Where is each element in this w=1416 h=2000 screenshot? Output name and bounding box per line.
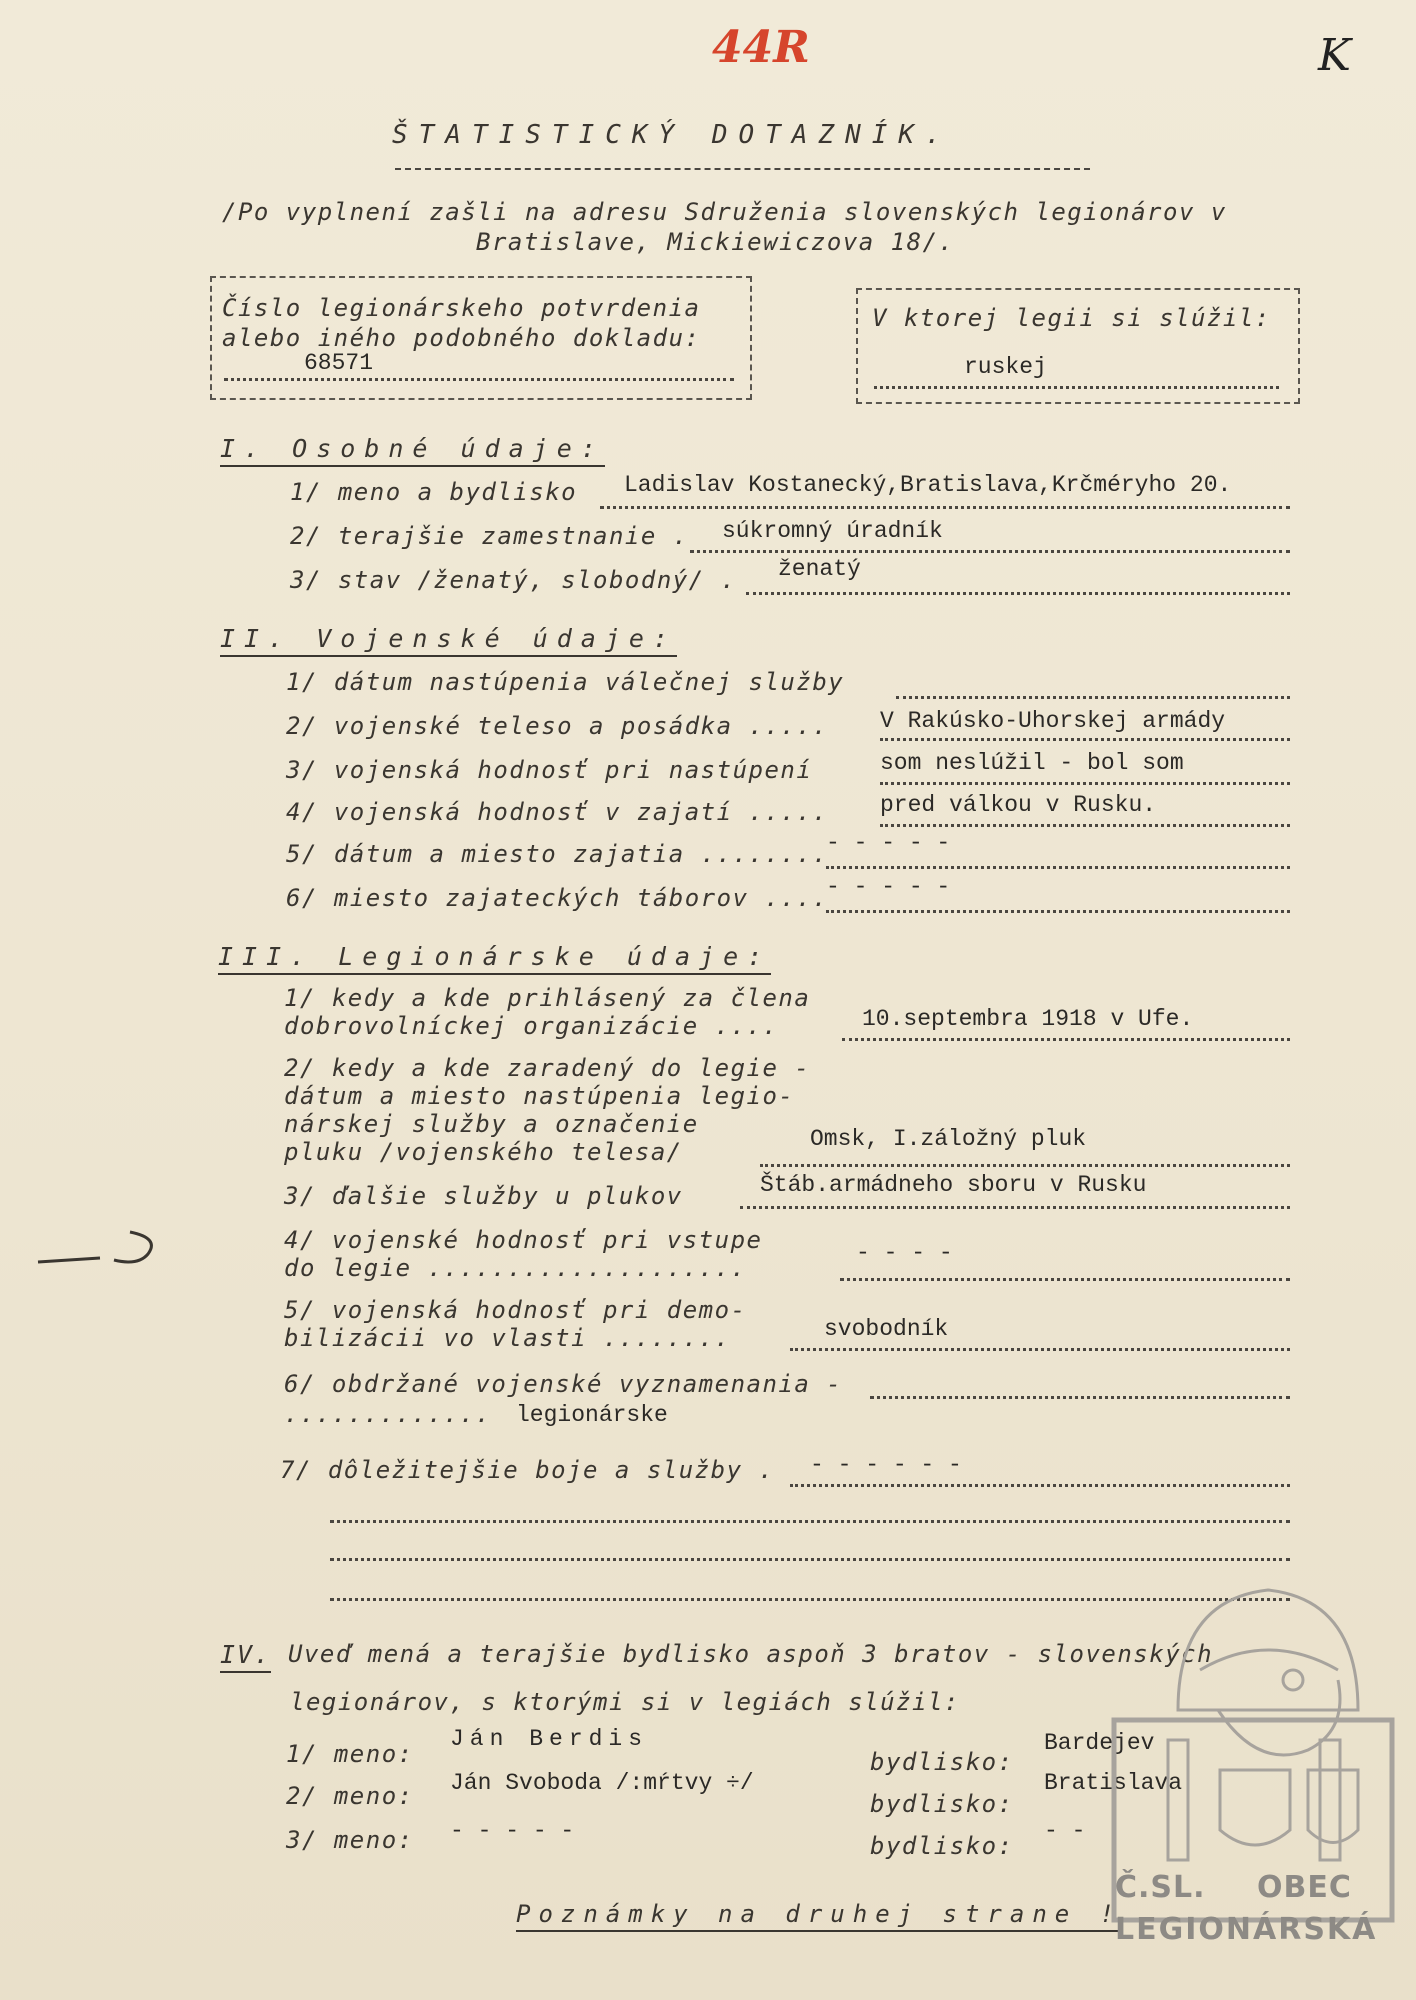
title-underline bbox=[395, 168, 1090, 170]
s2-item-5-label: 5/ dátum a miesto zajatia ........ bbox=[286, 840, 829, 868]
s2-item-1-dots bbox=[896, 696, 1290, 699]
page-title: ŠTATISTICKÝ DOTAZNÍK. bbox=[392, 120, 952, 150]
certificate-dotted-line bbox=[224, 378, 734, 381]
s3-item-2-value: Omsk, I.záložný pluk bbox=[810, 1126, 1087, 1152]
s3-item-1-dots bbox=[842, 1038, 1290, 1041]
s2-item-6-label: 6/ miesto zajateckých táborov .... bbox=[286, 884, 829, 912]
instruction-line-2: Bratislave, Mickiewiczova 18/. bbox=[476, 228, 955, 256]
s2-item-3-dots bbox=[880, 782, 1290, 785]
stamp-text-1b: OBEC bbox=[1257, 1870, 1352, 1905]
legion-value: ruskej bbox=[964, 354, 1047, 380]
stamp-text-2: LEGIONÁRSKÁ bbox=[1115, 1912, 1378, 1947]
s3-item-4-value: - - - - bbox=[856, 1240, 953, 1266]
s4-row-2-address: Bratislava bbox=[1044, 1770, 1183, 1796]
s3-item-7-line-1: 7/ dôležitejšie boje a služby . bbox=[280, 1456, 775, 1484]
s3-item-2-line-2: dátum a miesto nastúpenia legio- bbox=[284, 1082, 795, 1110]
section-4-heading: IV. bbox=[220, 1640, 271, 1673]
s4-row-3-name: - - - - - bbox=[450, 1818, 575, 1844]
certificate-number-value: 68571 bbox=[304, 350, 374, 376]
section-3-heading: III. Legionárske údaje: bbox=[218, 942, 771, 975]
s1-item-1-label: 1/ meno a bydlisko bbox=[290, 478, 578, 506]
s1-item-3-label: 3/ stav /ženatý, slobodný/ . bbox=[290, 566, 737, 594]
section-2-heading: II. Vojenské údaje: bbox=[220, 624, 677, 657]
s4-row-1-name: Ján Berdis bbox=[450, 1726, 649, 1752]
s3-item-1-value: 10.septembra 1918 v Ufe. bbox=[862, 1006, 1194, 1032]
s2-item-2-dots bbox=[880, 738, 1290, 741]
s1-item-3-value: ženatý bbox=[778, 556, 861, 582]
s4-row-1-address: Bardejev bbox=[1044, 1730, 1155, 1756]
s2-item-5-value: - - - - - bbox=[826, 830, 951, 856]
s3-item-1-line-2: dobrovolníckej organizácie .... bbox=[284, 1012, 779, 1040]
s1-item-2-dots bbox=[690, 550, 1290, 553]
certificate-label-2: alebo iného podobného dokladu: bbox=[222, 324, 701, 352]
s2-item-4-dots bbox=[880, 824, 1290, 827]
s3-item-6-line-1: 6/ obdržané vojenské vyznamenania - bbox=[284, 1370, 843, 1398]
s2-item-5-dots bbox=[826, 866, 1290, 869]
s3-item-5-dots bbox=[790, 1348, 1290, 1351]
instruction-line-1: /Po vyplnení zašli na adresu Sdruženia slovenských legionárov v bbox=[222, 198, 1227, 226]
s3-item-6-value: legionárske bbox=[516, 1402, 668, 1428]
s1-item-1-dots bbox=[600, 506, 1290, 509]
s1-item-1-value: Ladislav Kostanecký,Bratislava,Krčméryho 20. bbox=[624, 472, 1232, 498]
s3-item-3-line-1: 3/ ďalšie služby u plukov bbox=[284, 1182, 683, 1210]
s2-item-2-value: V Rakúsko-Uhorskej armády bbox=[880, 708, 1226, 734]
s2-item-4-label: 4/ vojenská hodnosť v zajatí ..... bbox=[286, 798, 829, 826]
s2-item-1-label: 1/ dátum nastúpenia válečnej služby bbox=[286, 668, 845, 696]
section-4-text-line-2: legionárov, s ktorými si v legiách slúžil: bbox=[290, 1688, 960, 1716]
legion-label: V ktorej legii si slúžil: bbox=[872, 304, 1271, 332]
s2-item-3-value: som neslúžil - bol som bbox=[880, 750, 1184, 776]
s3-item-4-dots bbox=[840, 1278, 1290, 1281]
s3-item-2-line-1: 2/ kedy a kde zaradený do legie - bbox=[284, 1054, 811, 1082]
s3-item-7-value: - - - - - - bbox=[810, 1452, 962, 1478]
s3-extra-line-1 bbox=[330, 1520, 1290, 1523]
s3-item-6-line-2: ............. bbox=[284, 1400, 492, 1428]
s4-row-2-label: 2/ meno: bbox=[286, 1782, 414, 1810]
s2-item-6-dots bbox=[826, 910, 1290, 913]
s2-item-4-value: pred válkou v Rusku. bbox=[880, 792, 1157, 818]
certificate-number-box bbox=[210, 276, 752, 400]
s3-item-4-line-1: 4/ vojenské hodnosť pri vstupe bbox=[284, 1226, 763, 1254]
s2-item-3-label: 3/ vojenská hodnosť pri nastúpení bbox=[286, 756, 813, 784]
section-4-text-line-1: Uveď mená a terajšie bydlisko aspoň 3 bratov - slovenských bbox=[288, 1640, 1214, 1668]
legion-box bbox=[856, 288, 1300, 404]
s1-item-2-label: 2/ terajšie zamestnanie . bbox=[290, 522, 689, 550]
s4-row-3-address-label: bydlisko: bbox=[870, 1832, 1014, 1860]
section-1-heading: I. Osobné údaje: bbox=[220, 434, 605, 467]
corner-mark: K bbox=[1318, 30, 1351, 81]
legion-dotted-line bbox=[874, 386, 1279, 389]
s3-item-7-dots bbox=[790, 1484, 1290, 1487]
s2-item-6-value: - - - - - bbox=[826, 874, 951, 900]
s4-row-2-address-label: bydlisko: bbox=[870, 1790, 1014, 1818]
s3-item-6-dots bbox=[870, 1396, 1290, 1399]
s3-item-5-value: svobodník bbox=[824, 1316, 949, 1342]
certificate-label-1: Číslo legionárskeho potvrdenia bbox=[222, 294, 701, 322]
s1-item-2-value: súkromný úradník bbox=[722, 518, 943, 544]
s3-item-4-line-2: do legie .................... bbox=[284, 1254, 747, 1282]
s2-item-2-label: 2/ vojenské teleso a posádka ..... bbox=[286, 712, 829, 740]
s3-item-3-value: Štáb.armádneho sboru v Rusku bbox=[760, 1172, 1147, 1198]
handwritten-code: 44R bbox=[712, 22, 810, 73]
margin-scribble-icon bbox=[30, 1220, 160, 1280]
s3-item-2-line-4: pluku /vojenského telesa/ bbox=[284, 1138, 683, 1166]
s3-item-5-line-1: 5/ vojenská hodnosť pri demo- bbox=[284, 1296, 747, 1324]
stamp-text-1: Č.SL. bbox=[1115, 1870, 1206, 1905]
s4-row-1-address-label: bydlisko: bbox=[870, 1748, 1014, 1776]
s4-row-3-address: - - bbox=[1044, 1818, 1086, 1844]
s3-item-2-dots bbox=[760, 1164, 1290, 1167]
s1-item-3-dots bbox=[746, 592, 1290, 595]
s3-item-2-line-3: nárskej služby a označenie bbox=[284, 1110, 699, 1138]
s4-row-2-name: Ján Svoboda /:mŕtvy ÷/ bbox=[450, 1770, 754, 1796]
s4-row-1-label: 1/ meno: bbox=[286, 1740, 414, 1768]
s3-item-1-line-1: 1/ kedy a kde prihlásený za člena bbox=[284, 984, 811, 1012]
s4-row-3-label: 3/ meno: bbox=[286, 1826, 414, 1854]
footer-note: Poznámky na druhej strane ! bbox=[516, 1900, 1122, 1932]
s3-item-3-dots bbox=[740, 1206, 1290, 1209]
s3-item-5-line-2: bilizácii vo vlasti ........ bbox=[284, 1324, 731, 1352]
